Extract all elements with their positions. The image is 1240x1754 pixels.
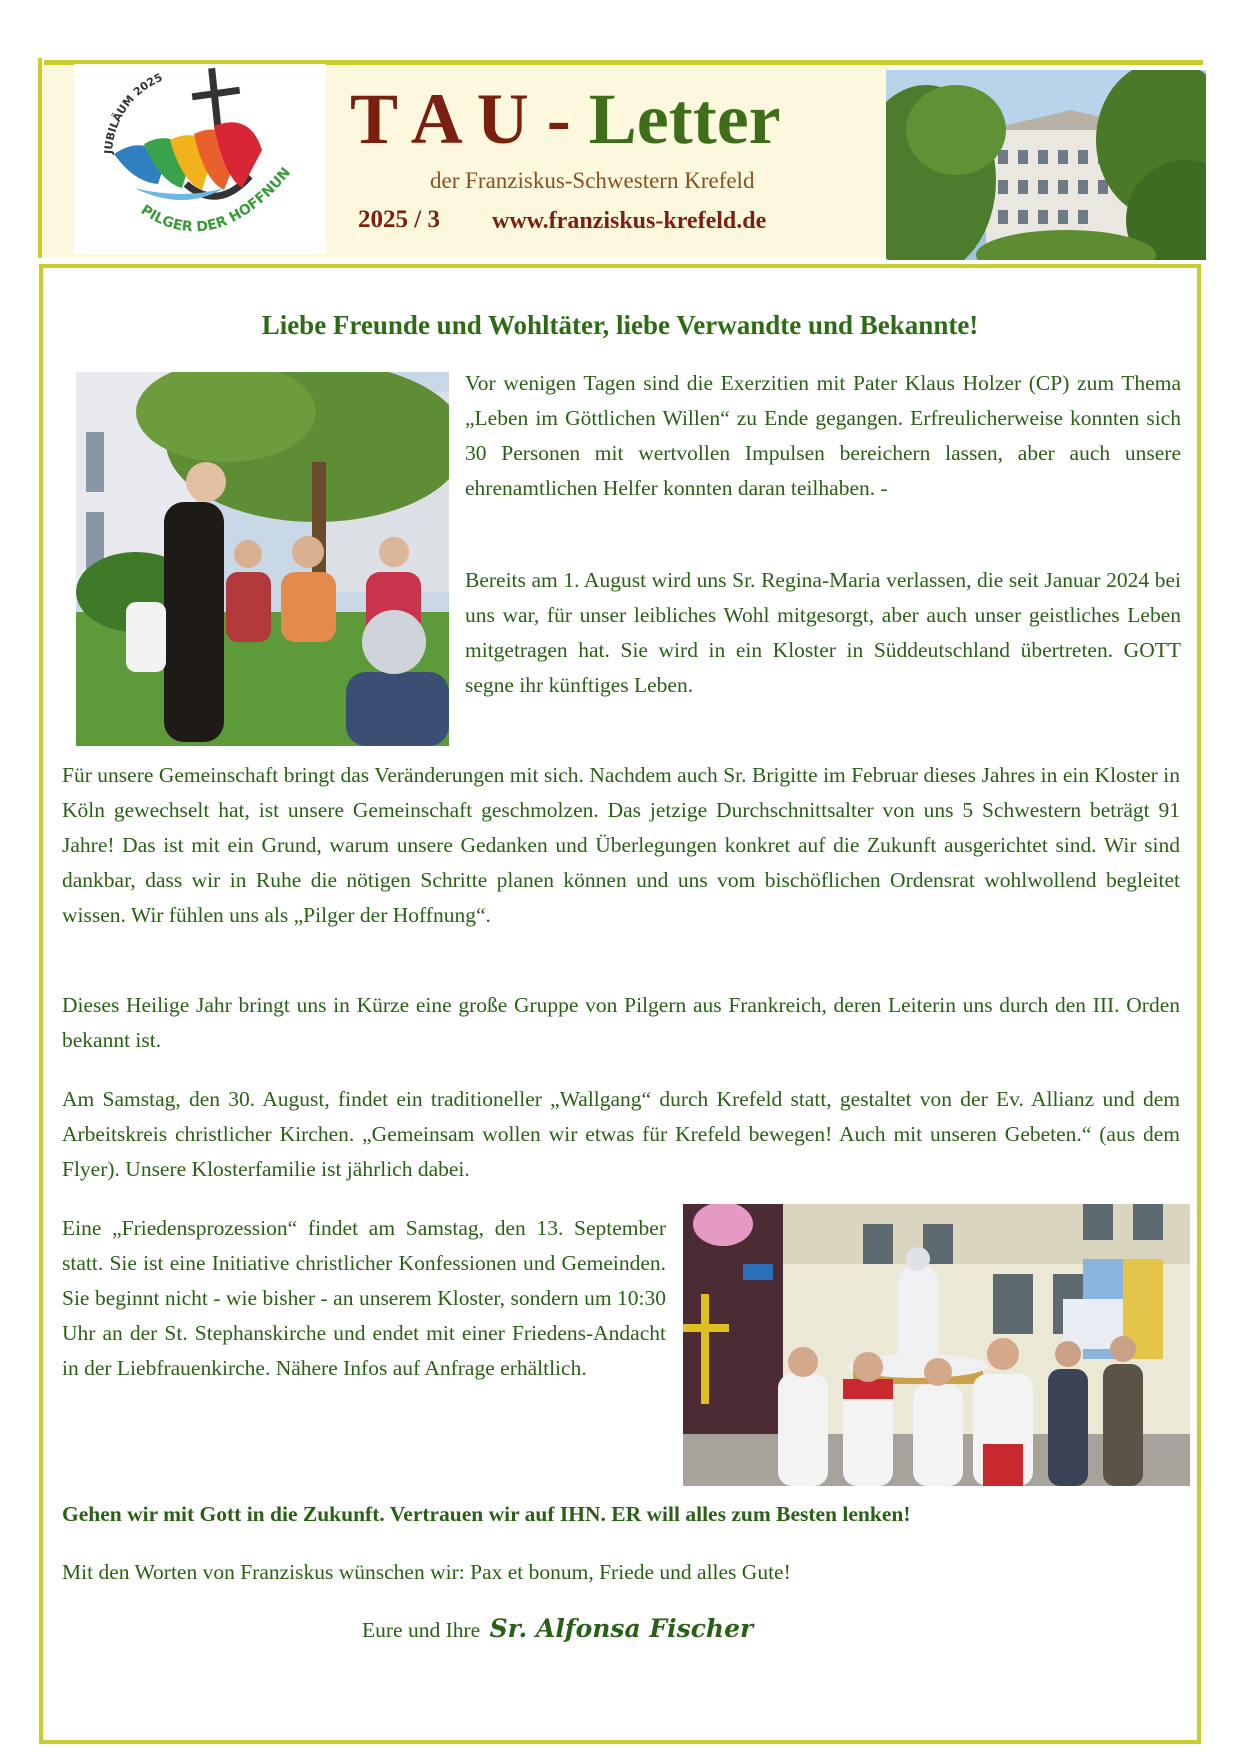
peace-procession-photo xyxy=(683,1204,1190,1486)
convent-building-photo xyxy=(886,70,1206,260)
retreat-garden-photo xyxy=(76,372,449,746)
jubilee-logo-graphic xyxy=(74,64,326,254)
jubilee-logo xyxy=(74,64,326,254)
closing-signature-line xyxy=(362,1614,753,1643)
signature-name: Sr. Alfonsa Fischer xyxy=(489,1614,754,1643)
logo-bottom-text: PILGER DER HOFFNUN xyxy=(137,164,295,236)
paragraph-procession: Eine „Friedensprozession“ findet am Samstag, den 13. September statt. Sie ist eine Initiative christlicher Konfessionen und Gemeinden. Sie beginnt nicht - wie bisher - an unserem Kloster, sondern um 10:30 Uhr an der St. Stephanskirche und endet mit einer Friedens-Andacht in der Liebfrauenkirche. Nähere Infos auf Anfrage erhältlich. xyxy=(62,1216,666,1380)
masthead xyxy=(330,70,870,250)
letter-greeting: Liebe Freunde und Wohltäter, liebe Verwandte und Bekannte! xyxy=(261,310,979,340)
title-tau: T A U xyxy=(350,79,529,159)
paragraph-pilgrims: Dieses Heilige Jahr bringt uns in Kürze eine große Gruppe von Pilgern aus Frankreich, deren Leiterin uns durch den III. Orden bekannt ist. xyxy=(62,993,1180,1052)
closing-wish: Mit den Worten von Franziskus wünschen wir: Pax et bonum, Friede und alles Gute! xyxy=(62,1560,791,1584)
title-dash: - xyxy=(546,79,571,159)
logo-arc-text: JUBILÄUM 2025 xyxy=(101,70,165,155)
closing-motto: Gehen wir mit Gott in die Zukunft. Vertrauen wir auf IHN. ER will alles zum Besten lenken! xyxy=(62,1502,911,1526)
paragraph-retreat: Vor wenigen Tagen sind die Exerzitien mit Pater Klaus Holzer (CP) zum Thema „Leben im Göttlichen Willen“ zu Ende gegangen. Erfreulicherweise konnten sich 30 Personen mit wertvollen Impulsen bereichern lassen, aber auch unsere ehrenamtlichen Helfer konnten daran teilhaben. - xyxy=(465,371,1181,500)
newsletter-subtitle: der Franziskus-Schwestern Krefeld xyxy=(430,168,755,193)
closing-phrase: Eure und Ihre xyxy=(362,1618,481,1642)
issue-number: 2025 / 3 xyxy=(358,206,440,233)
title-letter: Letter xyxy=(588,79,781,159)
paragraph-departure: Bereits am 1. August wird uns Sr. Regina-Maria verlassen, die seit Januar 2024 bei uns war, für unser leibliches Wohl mitgesorgt, aber auch unser geistliches Leben mitgetragen hat. Sie wird in ein Kloster in Süddeutschland übertreten. GOTT segne ihr künftiges Leben. xyxy=(465,568,1181,697)
paragraph-wallgang: Am Samstag, den 30. August, findet ein traditioneller „Wallgang“ durch Krefeld statt, gestaltet von der Ev. Allianz und dem Arbeitskreis christlicher Kirchen. „Gemeinsam wollen wir etwas für Krefeld bewegen! Auch mit unseren Gebeten.“ (aus dem Flyer). Unsere Klosterfamilie ist jährlich dabei. xyxy=(62,1087,1180,1181)
paragraph-community: Für unsere Gemeinschaft bringt das Veränderungen mit sich. Nachdem auch Sr. Brigitte im Februar dieses Jahres in ein Kloster in Köln gewechselt hat, ist unsere Gemeinschaft geschmolzen. Das jetzige Durchschnittsalter von uns 5 Schwestern beträgt 91 Jahre! Das ist mit ein Grund, warum unsere Gedanken und Überlegungen konkret auf die Zukunft ausgerichtet sind. Wir sind dankbar, dass wir in Ruhe die nötigen Schritte planen können und uns vom bischöflichen Ordensrat wohlwollend begleitet wissen. Wir fühlen uns als „Pilger der Hoffnung“. xyxy=(62,763,1180,927)
website-link[interactable]: www.franziskus-krefeld.de xyxy=(492,208,767,234)
newsletter-title xyxy=(350,74,781,164)
